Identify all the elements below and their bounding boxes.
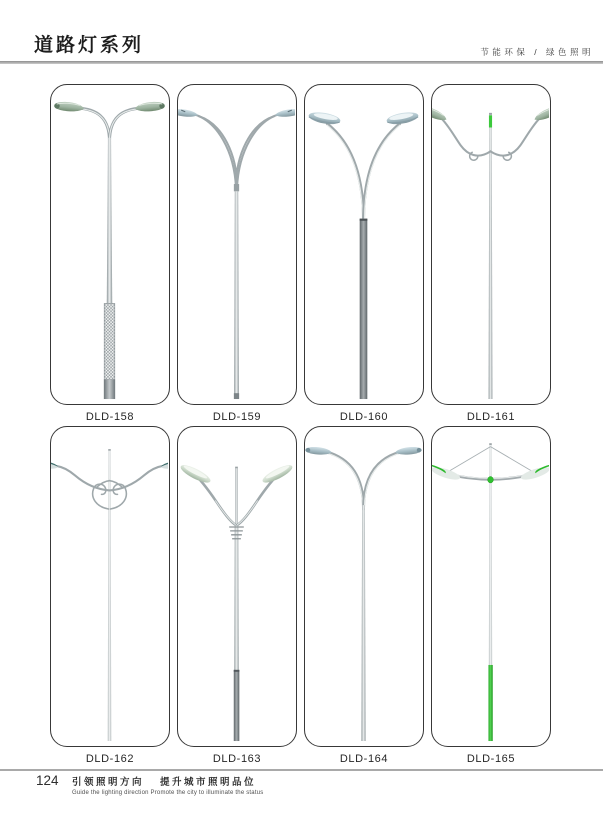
product-model-label: DLD-159 [212,410,262,423]
product-model-label: DLD-164 [339,752,389,765]
street-lamp-icon [432,427,549,745]
footer-slogan-cn-part1: 引领照明方向 [72,777,145,788]
street-lamp-icon [51,427,168,745]
product-model-label: DLD-158 [85,410,135,423]
product-image-frame [177,84,297,405]
product-image-frame [431,426,551,747]
product-card [177,84,297,426]
footer-slogan-cn [72,774,263,788]
product-card [304,426,424,768]
street-lamp-icon [305,427,422,745]
footer-slogan-en: Guide the lighting direction Promote the city to illuminate the status [72,790,264,796]
street-lamp-icon [51,85,168,403]
street-lamp-icon [432,85,549,403]
street-lamp-icon [178,85,295,403]
product-image-frame [304,84,424,405]
product-model-label: DLD-162 [85,752,135,765]
product-card [304,84,424,426]
product-image-frame [50,84,170,405]
product-grid [50,84,551,768]
footer-slogan-cn-part2: 提升城市照明品位 [160,777,257,788]
product-image-frame [177,426,297,747]
product-model-label: DLD-160 [339,410,389,423]
product-card [177,426,297,768]
product-card [431,84,551,426]
product-image-frame [50,426,170,747]
product-model-label: DLD-165 [466,752,516,765]
product-image-frame [304,426,424,747]
street-lamp-icon [305,85,422,403]
product-card [50,426,170,768]
product-model-label: DLD-163 [212,752,262,765]
header-tagline: 节能环保 / 绿色照明 [480,47,594,57]
header-rule [0,61,603,64]
product-model-label: DLD-161 [466,410,516,423]
product-card [50,84,170,426]
product-image-frame [431,84,551,405]
footer-rule [0,769,603,771]
page-title: 道路灯系列 [34,35,145,56]
page-number: 124 [36,773,59,788]
footer-slogans [72,774,263,796]
street-lamp-icon [178,427,295,745]
product-card [431,426,551,768]
